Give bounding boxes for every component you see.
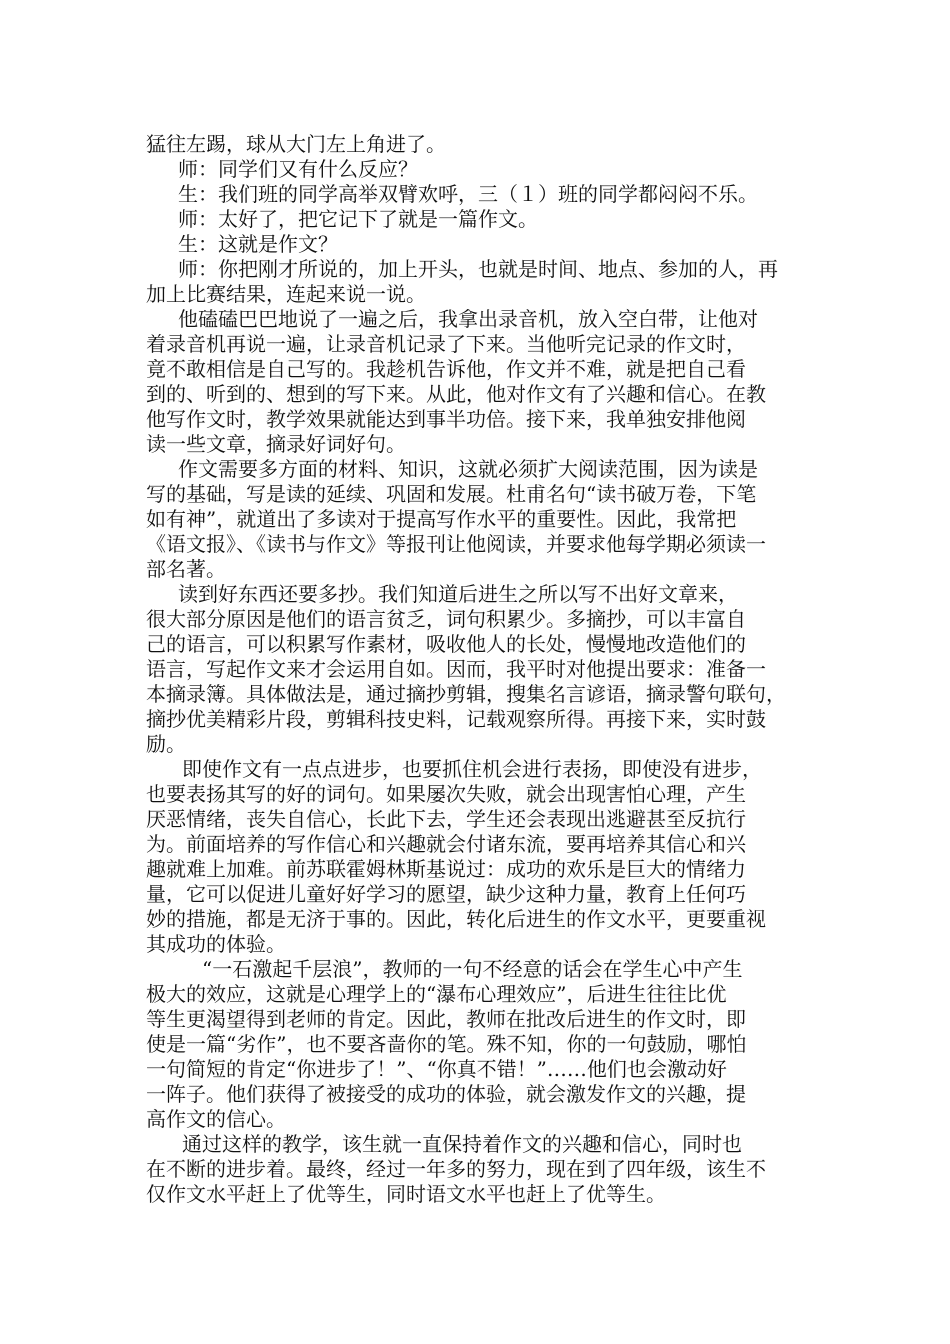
text-line: 励。 xyxy=(146,732,186,756)
text-line: 竟不敢相信是自己写的。我趁机告诉他，作文并不难，就是把自己看 xyxy=(146,357,746,381)
paragraph xyxy=(146,582,810,757)
text-line: 通过这样的教学，该生就一直保持着作文的兴趣和信心，同时也 xyxy=(182,1132,742,1156)
paragraph xyxy=(146,182,810,207)
text-line: 很大部分原因是他们的语言贫乏，词句积累少。多摘抄，可以丰富自 xyxy=(146,607,746,631)
text-line: “一石激起千层浪”，教师的一句不经意的话会在学生心中产生 xyxy=(202,957,743,981)
paragraph xyxy=(146,957,810,1132)
paragraph xyxy=(146,132,810,157)
paragraph xyxy=(146,157,810,182)
text-line: 读到好东西还要多抄。我们知道后进生之所以写不出好文章来， xyxy=(178,582,738,606)
text-line: 使是一篇“劣作”，也不要吝啬你的笔。殊不知，你的一句鼓励，哪怕 xyxy=(146,1032,747,1056)
paragraph xyxy=(146,1132,810,1207)
text-line: 一阵子。他们获得了被接受的成功的体验，就会激发作文的兴趣，提 xyxy=(146,1082,746,1106)
text-line: 生：我们班的同学高举双臂欢呼，三（１）班的同学都闷闷不乐。 xyxy=(178,182,758,206)
text-line: 《语文报》、《读书与作文》等报刊让他阅读，并要求他每学期必须读一 xyxy=(146,532,766,556)
text-line: 在不断的进步着。最终，经过一年多的努力，现在到了四年级，该生不 xyxy=(146,1157,766,1181)
text-line: 趣就难上加难。前苏联霍姆林斯基说过：成功的欢乐是巨大的情绪力 xyxy=(146,857,746,881)
text-line: 作文需要多方面的材料、知识，这就必须扩大阅读范围，因为读是 xyxy=(178,457,758,481)
text-line: 如有神”，就道出了多读对于提高写作水平的重要性。因此，我常把 xyxy=(146,507,737,531)
text-line: 读一些文章，摘录好词好句。 xyxy=(146,432,406,456)
paragraph xyxy=(146,457,810,582)
text-line: 他写作文时，教学效果就能达到事半功倍。接下来，我单独安排他阅 xyxy=(146,407,746,431)
text-line: 生：这就是作文？ xyxy=(178,232,338,256)
text-line: 仅作文水平赶上了优等生，同时语文水平也赶上了优等生。 xyxy=(146,1182,666,1206)
text-line: 量，它可以促进儿童好好学习的愿望，缺少这种力量，教育上任何巧 xyxy=(146,882,746,906)
text-line: 也要表扬其写的好的词句。如果屡次失败，就会出现害怕心理，产生 xyxy=(146,782,746,806)
text-line: 师：太好了，把它记下了就是一篇作文。 xyxy=(178,207,538,231)
paragraph xyxy=(146,257,810,307)
text-line: 其成功的体验。 xyxy=(146,932,286,956)
paragraph xyxy=(146,232,810,257)
text-line: 语言，写起作文来才会运用自如。因而，我平时对他提出要求：准备一 xyxy=(146,657,766,681)
text-line: 厌恶情绪，丧失自信心，长此下去，学生还会表现出逃避甚至反抗行 xyxy=(146,807,746,831)
text-line: 即使作文有一点点进步，也要抓住机会进行表扬，即使没有进步， xyxy=(182,757,762,781)
text-line: 一句简短的肯定“你进步了！”、“你真不错！”……他们也会激动好 xyxy=(146,1057,727,1081)
text-line: 本摘录簿。具体做法是，通过摘抄剪辑，搜集名言谚语，摘录警句联句， xyxy=(146,682,786,706)
text-line: 摘抄优美精彩片段，剪辑科技史料，记载观察所得。再接下来，实时鼓 xyxy=(146,707,766,731)
text-line: 着录音机再说一遍，让录音机记录了下来。当他听完记录的作文时， xyxy=(146,332,746,356)
text-line: 师：同学们又有什么反应？ xyxy=(178,157,418,181)
text-line: 为。前面培养的写作信心和兴趣就会付诸东流，要再培养其信心和兴 xyxy=(146,832,746,856)
text-line: 师：你把刚才所说的，加上开头，也就是时间、地点、参加的人，再 xyxy=(178,257,778,281)
paragraph xyxy=(146,307,810,457)
text-line: 写的基础，写是读的延续、巩固和发展。杜甫名句“读书破万卷，下笔 xyxy=(146,482,757,506)
text-line: 高作文的信心。 xyxy=(146,1107,286,1131)
text-line: 极大的效应，这就是心理学上的“瀑布心理效应”，后进生往往比优 xyxy=(146,982,727,1006)
text-line: 等生更渴望得到老师的肯定。因此，教师在批改后进生的作文时，即 xyxy=(146,1007,746,1031)
text-line: 己的语言，可以积累写作素材，吸收他人的长处，慢慢地改造他们的 xyxy=(146,632,746,656)
text-line: 到的、听到的、想到的写下来。从此，他对作文有了兴趣和信心。在教 xyxy=(146,382,766,406)
text-line: 猛往左踢，球从大门左上角进了。 xyxy=(146,132,446,156)
paragraph xyxy=(146,757,810,957)
paragraph xyxy=(146,207,810,232)
text-line: 部名著。 xyxy=(146,557,226,581)
text-line: 妙的措施，都是无济于事的。因此，转化后进生的作文水平，更要重视 xyxy=(146,907,766,931)
text-line: 加上比赛结果，连起来说一说。 xyxy=(146,282,426,306)
document-page xyxy=(146,132,810,1207)
text-line: 他磕磕巴巴地说了一遍之后，我拿出录音机，放入空白带，让他对 xyxy=(178,307,758,331)
